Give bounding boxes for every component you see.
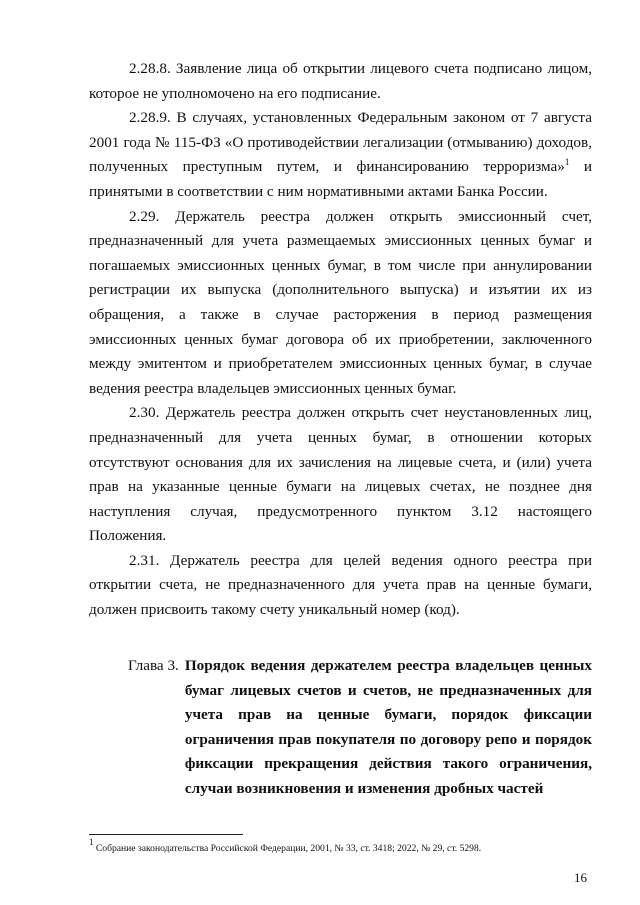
paragraph-2-28-8: 2.28.8. Заявление лица об открытии лицевого счета подписано лицом, которое не уполномочено на его подписание. xyxy=(89,60,592,102)
chapter-heading xyxy=(128,654,592,802)
footnote-divider xyxy=(89,834,243,835)
paragraph-2-28-9-tail: и принятыми в соответствии с ним нормативными актами Банка России. xyxy=(89,158,592,200)
chapter-title: Порядок ведения держателем реестра владельцев ценных бумаг лицевых счетов и счетов, не предназначенных для учета прав на ценные бумаги, порядок фиксации ограничения прав покупателя по договору репо и порядок фиксации прекращения действия такого ограничения, случаи возникновения и изменения дробных частей xyxy=(184,657,592,797)
footnote-text: Собрание законодательства Российской Федерации, 2001, № 33, ст. 3418; 2022, № 29, ст. 5298. xyxy=(93,843,482,854)
body-text xyxy=(89,57,592,623)
page-number: 16 xyxy=(574,870,587,885)
paragraph-2-30: 2.30. Держатель реестра должен открыть счет неустановленных лиц, предназначенный для учета ценных бумаг, в отношении которых отсутствуют основания для их зачисления на лицевые счета, и (или) учета прав на указанные ценные бумаги на лицевых счетах, не позднее дня наступления случая, предусмотренного пунктом 3.12 настоящего Положения. xyxy=(89,404,592,545)
paragraph-2-28-9-text: 2.28.9. В случаях, установленных Федеральным законом от 7 августа 2001 года № 115-ФЗ «О противодействии легализации (отмыванию) доходов, полученных преступным путем, и финансированию терроризма» xyxy=(89,109,592,176)
chapter-label: Глава 3. xyxy=(128,657,179,674)
footnote xyxy=(89,837,592,855)
footnote-reference: 1 xyxy=(564,157,570,168)
paragraph-2-28-9 xyxy=(89,106,592,204)
paragraph-2-29: 2.29. Держатель реестра должен открыть эмиссионный счет, предназначенный для учета размещаемых эмиссионных ценных бумаг и погашаемых эмиссионных ценных бумаг, в том числе при аннулировании регистрации их выпуска (дополнительного выпуска) и изъятии их из обращения, а также в случае расторжения в период размещения эмиссионных ценных бумаг договора об их приобретении, заключенного между эмитентом и приобретателем эмиссионных ценных бумаг, в случае ведения реестра владельцев эмиссионных ценных бумаг. xyxy=(89,207,592,397)
footnote-marker: 1 xyxy=(89,837,94,847)
paragraph-2-31: 2.31. Держатель реестра для целей ведения одного реестра при открытии счета, не предназначенного для учета прав на ценные бумаги, должен присвоить такому счету уникальный номер (код). xyxy=(89,551,592,619)
